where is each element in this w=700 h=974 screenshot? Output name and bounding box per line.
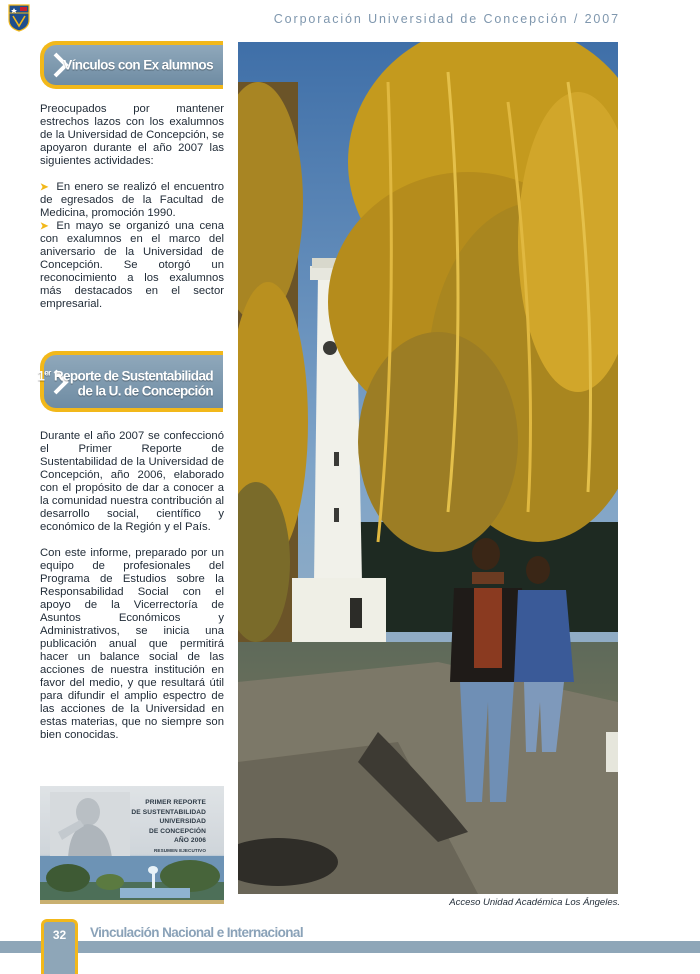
report-cover-image — [40, 786, 224, 904]
sustainability-paragraph-1: Durante el año 2007 se confeccionó el Primer Reporte de Sustentabilidad de la Universidad de Concepción, año 2006, elaborado con el propósito de dar a conocer a la comunidad nuestra contribución al desarrollo social, científico y económico de la Región y el País. — [40, 430, 224, 533]
section-banner-alumni — [40, 41, 223, 89]
footer-section-title: Vinculación Nacional e Internacional — [90, 925, 303, 940]
section-title-line2: de la U. de Concepción — [77, 383, 213, 398]
footer-bar — [0, 941, 700, 953]
list-item — [40, 181, 224, 220]
running-header: Corporación Universidad de Concepción / 2007 — [273, 12, 620, 26]
list-item — [40, 220, 224, 311]
report-cover-text: PRIMER REPORTE DE SUSTENTABILIDAD UNIVERSIDAD DE CONCEPCIÓN AÑO 2006 RESUMEN EJECUTIVO — [131, 799, 206, 853]
page-number-tab — [41, 919, 78, 974]
university-crest-logo — [8, 4, 30, 32]
bullet-arrow-icon: ➤ — [40, 221, 49, 232]
page-number: 32 — [52, 928, 67, 942]
alumni-bullet-1: En enero se realizó el encuentro de egresados de la Facultad de Medicina, promoción 1990. — [40, 181, 224, 219]
bullet-arrow-icon: ➤ — [40, 182, 49, 193]
campus-clock-tower-photo — [238, 42, 618, 894]
sustainability-paragraph-2: Con este informe, preparado por un equipo de profesionales del Programa de Estudios sobre la Responsabilidad Social con el apoyo de la Vicerrectoría de Asuntos Económicos y Administrativos, se inicia una publicación anual que permitirá hacer un balance social de las acciones de nuestra institución en favor del medio, y que resultará útil para difundir el amplio espectro de las acciones de la Universidad en estas materias, que no siempre son bien conocidas. — [40, 547, 224, 741]
section-title-line1: 1er Reporte de Sustentabilidad — [37, 368, 213, 383]
section-title-sustainability — [37, 365, 213, 398]
campus-fountain-scene — [40, 856, 224, 904]
photo-caption: Acceso Unidad Académica Los Ángeles. — [449, 897, 620, 908]
section-banner-sustainability — [37, 351, 223, 412]
sustainability-text — [40, 430, 224, 742]
alumni-text — [40, 103, 224, 311]
section-title-alumni: Vínculos con Ex alumnos — [63, 57, 213, 73]
alumni-bullet-2: En mayo se organizó una cena con exalumnos en el marco del aniversario de la Universidad de Concepción. Se otorgó un reconocimiento a los exalumnos más destacados en el sector empresarial. — [40, 220, 224, 310]
alumni-intro-paragraph: Preocupados por mantener estrechos lazos con los exalumnos de la Universidad de Concepción, se apoyaron durante el año 2007 las siguientes actividades: — [40, 103, 224, 167]
